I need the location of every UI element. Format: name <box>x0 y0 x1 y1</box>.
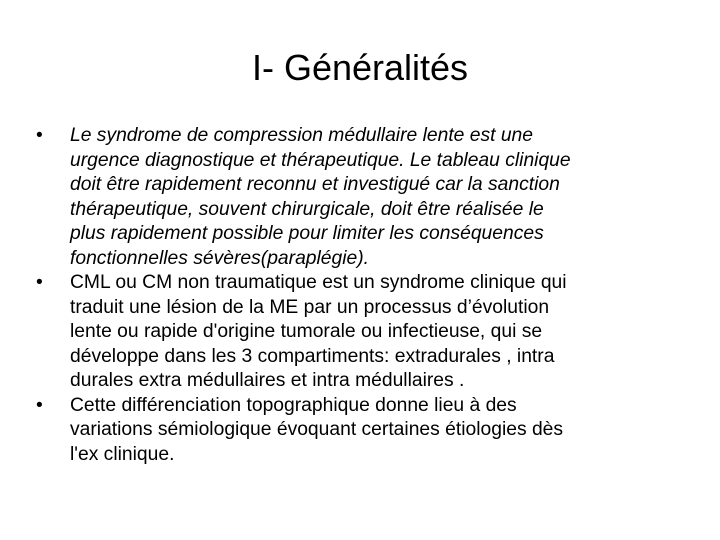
slide-title: I- Généralités <box>251 47 469 88</box>
bullet-item-2 <box>36 271 656 394</box>
text-line: thérapeutique, souvent chirurgicale, doit être réalisée le <box>70 198 544 220</box>
text-line: CML ou CM non traumatique est un syndrome clinique qui <box>70 272 567 293</box>
bullet-marker: • <box>36 394 43 416</box>
bullet-text-3 <box>70 394 656 468</box>
text-line: Cette différenciation topographique donne lieu à des <box>70 394 517 416</box>
text-line: durales extra médullaires et intra médullaires . <box>70 370 465 391</box>
bullet-marker: • <box>36 125 43 146</box>
bullet-text-2 <box>70 271 656 394</box>
text-line: plus rapidement possible pour limiter les conséquences <box>70 223 544 244</box>
bullet-item-3 <box>36 394 656 468</box>
bullet-text-1 <box>70 124 656 271</box>
text-line: fonctionnelles sévères(paraplégie). <box>70 247 370 269</box>
text-line: Le syndrome de compression médullaire lente est une <box>70 125 534 146</box>
text-line: doit être rapidement reconnu et investigué car la sanction <box>70 174 560 195</box>
text-line: développe dans les 3 compartiments: extradurales , intra <box>70 345 555 367</box>
text-line: variations sémiologique évoquant certaines étiologies dès <box>70 419 564 440</box>
bullet-list <box>36 124 656 467</box>
text-line: l'ex clinique. <box>70 443 175 465</box>
bullet-marker: • <box>36 272 43 293</box>
text-line: urgence diagnostique et thérapeutique. Le tableau clinique <box>70 149 571 171</box>
bullet-item-1 <box>36 124 656 271</box>
text-line: traduit une lésion de la ME par un processus d’évolution <box>70 296 550 318</box>
text-line: lente ou rapide d'origine tumorale ou infectieuse, qui se <box>70 321 543 342</box>
